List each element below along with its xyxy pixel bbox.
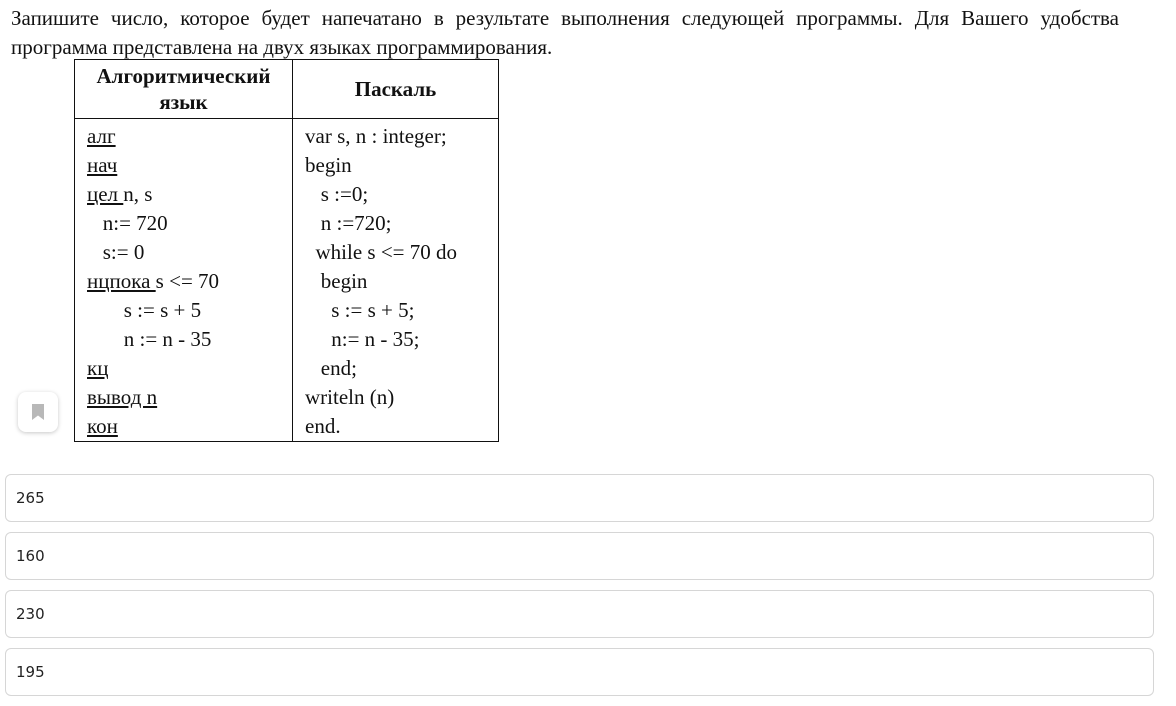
code-line: end. bbox=[305, 414, 341, 438]
pascal-code-cell bbox=[293, 119, 499, 442]
algorithmic-code-cell bbox=[75, 119, 293, 442]
code-line: n:= n - 35; bbox=[305, 327, 420, 351]
table-header-row bbox=[75, 60, 499, 119]
code-line: begin bbox=[305, 153, 352, 177]
answer-options bbox=[5, 474, 1154, 706]
code-line: s :=0; bbox=[305, 182, 369, 206]
code-line: нач bbox=[87, 153, 118, 177]
code-line: вывод n bbox=[87, 385, 158, 409]
answer-option[interactable]: 230 bbox=[5, 590, 1154, 638]
code-line: begin bbox=[305, 269, 368, 293]
bookmark-button[interactable] bbox=[18, 392, 58, 432]
code-line: n:= 720 bbox=[102, 211, 168, 235]
code-line: s := s + 5 bbox=[123, 298, 202, 322]
header-algorithmic: Алгоритмический язык bbox=[75, 60, 293, 119]
code-line: цел n, s bbox=[87, 182, 153, 206]
code-line: кон bbox=[87, 414, 118, 438]
code-line: n :=720; bbox=[305, 211, 392, 235]
code-line: s := s + 5; bbox=[305, 298, 415, 322]
code-line: end; bbox=[305, 356, 357, 380]
code-line: нцпока s <= 70 bbox=[87, 269, 220, 293]
code-line: var s, n : integer; bbox=[305, 124, 447, 148]
answer-option[interactable]: 265 bbox=[5, 474, 1154, 522]
code-line: s:= 0 bbox=[102, 240, 145, 264]
code-line: алг bbox=[87, 124, 116, 148]
header-pascal: Паскаль bbox=[293, 60, 499, 119]
question-text: Запишите число, которое будет напечатано в результате выполнения следующей программы. Для Вашего удобства программа представлена на двух языках программирования. bbox=[11, 6, 1119, 59]
code-table bbox=[74, 59, 499, 442]
answer-option[interactable]: 160 bbox=[5, 532, 1154, 580]
code-line: кц bbox=[87, 356, 109, 380]
bookmark-icon bbox=[31, 403, 45, 421]
answer-option[interactable]: 195 bbox=[5, 648, 1154, 696]
code-line: while s <= 70 do bbox=[305, 240, 458, 264]
code-line: writeln (n) bbox=[305, 385, 395, 409]
code-line: n := n - 35 bbox=[123, 327, 212, 351]
